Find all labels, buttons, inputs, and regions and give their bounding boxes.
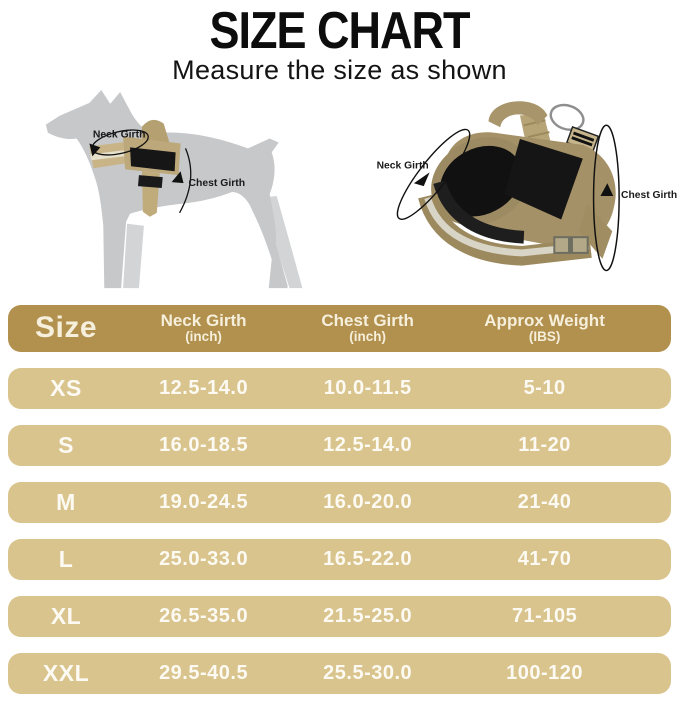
harness-buckle xyxy=(554,237,587,253)
dog-chest-girth-label: Chest Girth xyxy=(188,177,246,189)
chest-girth-value: 10.0-11.5 xyxy=(323,376,412,399)
column-header-chest-girth xyxy=(283,312,452,344)
size-value: XL xyxy=(50,602,82,629)
table-row-xl xyxy=(8,596,671,637)
column-header-neck-girth xyxy=(124,312,283,344)
harness-neck-girth-label: Neck Girth xyxy=(376,160,429,172)
table-row-m xyxy=(8,482,671,523)
column-header-label: Neck Girth xyxy=(160,311,247,331)
chest-girth-value: 12.5-14.0 xyxy=(323,433,413,456)
column-header-unit: (inch) xyxy=(185,329,222,345)
weight-value: 100-120 xyxy=(506,661,584,684)
title-block xyxy=(0,0,679,85)
harness-graphic xyxy=(422,101,616,259)
size-table xyxy=(8,305,671,694)
chest-girth-value: 21.5-25.0 xyxy=(323,604,413,627)
harness-measurement-diagram xyxy=(355,87,679,300)
dog-silhouette xyxy=(46,90,303,288)
table-row-xxl xyxy=(8,653,671,694)
size-value: XS xyxy=(50,374,82,401)
column-header-unit: (IBS) xyxy=(528,329,561,345)
column-header-approx-weight xyxy=(452,312,671,344)
size-value: S xyxy=(58,431,74,458)
neck-girth-value: 19.0-24.5 xyxy=(159,490,249,513)
size-value: L xyxy=(58,545,74,572)
weight-value: 5-10 xyxy=(523,376,566,399)
leash-ring-icon xyxy=(548,101,587,134)
chest-girth-value: 25.5-30.0 xyxy=(323,661,413,684)
page-subtitle: Measure the size as shown xyxy=(172,55,507,86)
chest-girth-value: 16.0-20.0 xyxy=(323,490,413,513)
neck-girth-value: 29.5-40.5 xyxy=(159,661,249,684)
column-header-size: Size xyxy=(34,311,98,345)
neck-girth-value: 25.0-33.0 xyxy=(159,547,249,570)
column-header-label: Chest Girth xyxy=(321,311,414,331)
table-row-xs xyxy=(8,368,671,409)
table-header-row xyxy=(8,305,671,352)
column-header-unit: (inch) xyxy=(349,329,387,345)
harness-chest-girth-label: Chest Girth xyxy=(621,189,678,201)
size-value: M xyxy=(56,488,76,515)
neck-girth-value: 26.5-35.0 xyxy=(159,604,249,627)
column-header-label: Approx Weight xyxy=(484,311,605,331)
measurement-diagrams xyxy=(0,87,679,300)
dog-neck-girth-label: Neck Girth xyxy=(92,129,146,141)
dog-measurement-diagram xyxy=(20,87,355,300)
neck-girth-value: 16.0-18.5 xyxy=(159,433,249,456)
table-row-s xyxy=(8,425,671,466)
weight-value: 71-105 xyxy=(511,604,578,627)
chest-girth-value: 16.5-22.0 xyxy=(323,547,413,570)
table-row-l xyxy=(8,539,671,580)
weight-value: 41-70 xyxy=(517,547,572,570)
page-title: SIZE CHART xyxy=(209,0,470,60)
weight-value: 21-40 xyxy=(517,490,572,513)
size-value: XXL xyxy=(42,659,90,686)
weight-value: 11-20 xyxy=(518,433,571,456)
neck-girth-value: 12.5-14.0 xyxy=(159,376,249,399)
